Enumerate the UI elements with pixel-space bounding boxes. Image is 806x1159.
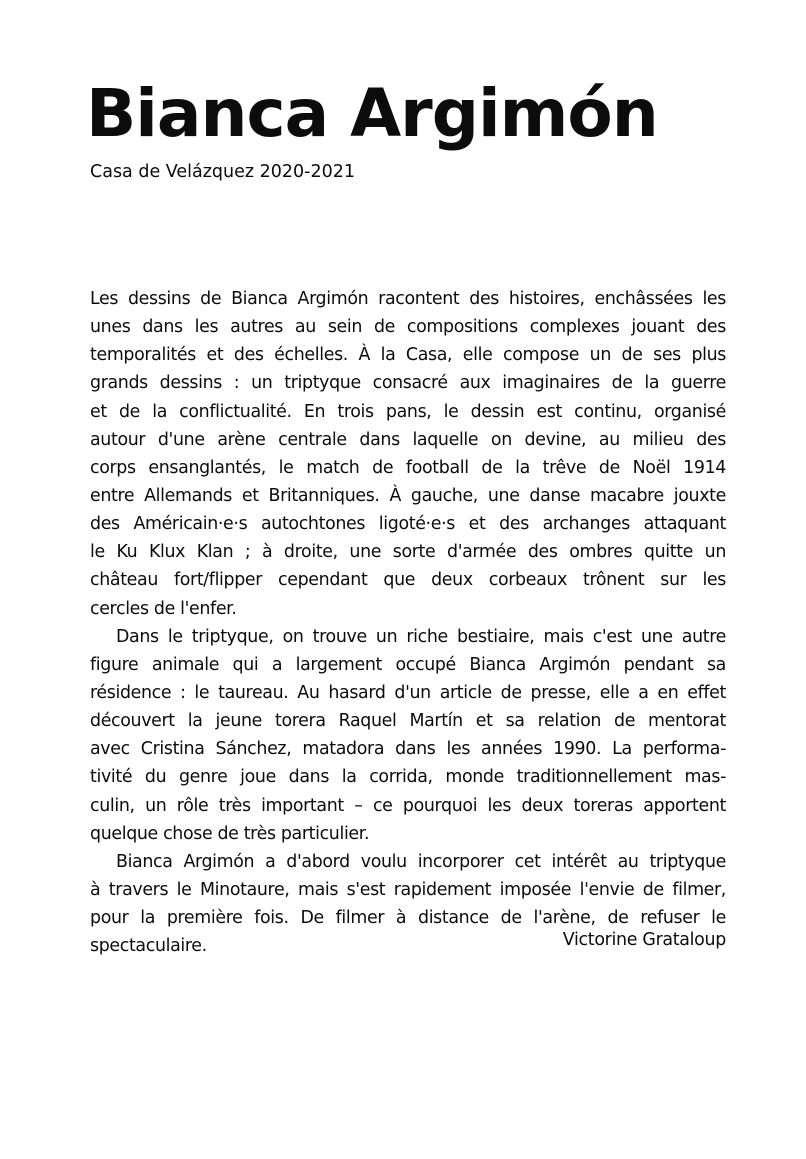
text-line: pour la première fois. De filmer à distance de l'arène, de refuser le <box>90 908 726 929</box>
text-line: culin, un rôle très important – ce pourquoi les deux toreras apportent <box>90 795 726 816</box>
text-line: figure animale qui a largement occupé Bianca Argimón pendant sa <box>90 654 726 675</box>
text-line: des Américain·e·s autochtones ligoté·e·s et des archanges attaquant <box>90 514 726 535</box>
text-line: quelque chose de très particulier. <box>90 823 370 844</box>
text-line: spectaculaire. <box>90 936 207 957</box>
text-line: autour d'une arène centrale dans laquelle on devine, au milieu des <box>90 429 726 450</box>
text-line: unes dans les autres au sein de compositions complexes jouant des <box>90 317 726 338</box>
text-line: le Ku Klux Klan ; à droite, une sorte d'armée des ombres quitte un <box>90 542 726 563</box>
text-line: découvert la jeune torera Raquel Martín et sa relation de mentorat <box>90 711 726 732</box>
text-line: château fort/flipper cependant que deux corbeaux trônent sur les <box>90 570 726 591</box>
page-subtitle: Casa de Velázquez 2020-2021 <box>90 162 356 182</box>
paragraph-2 <box>90 623 726 848</box>
text-line: grands dessins : un triptyque consacré aux imaginaires de la guerre <box>90 373 726 394</box>
author-signature: Victorine Grataloup <box>562 930 726 950</box>
text-line: à travers le Minotaure, mais s'est rapidement imposée l'envie de filmer, <box>90 879 726 900</box>
text-line: Dans le triptyque, on trouve un riche bestiaire, mais c'est une autre <box>116 626 726 647</box>
article-body <box>90 285 726 960</box>
text-line: entre Allemands et Britanniques. À gauche, une danse macabre jouxte <box>90 485 726 506</box>
text-line: avec Cristina Sánchez, matadora dans les années 1990. La performa- <box>90 739 726 760</box>
text-line: temporalités et des échelles. À la Casa, elle compose un de ses plus <box>90 345 726 366</box>
text-line: Les dessins de Bianca Argimón racontent des histoires, enchâssées les <box>90 289 726 309</box>
text-line: corps ensanglantés, le match de football de la trêve de Noël 1914 <box>90 457 726 478</box>
text-line: tivité du genre joue dans la corrida, monde traditionnellement mas- <box>90 767 726 788</box>
paragraph-1 <box>90 285 726 623</box>
text-line: résidence : le taureau. Au hasard d'un article de presse, elle a en effet <box>90 682 726 703</box>
text-line: Bianca Argimón a d'abord voulu incorporer cet intérêt au triptyque <box>116 851 726 872</box>
text-line: et de la conflictualité. En trois pans, le dessin est continu, organisé <box>90 401 726 422</box>
text-line: cercles de l'enfer. <box>90 598 237 619</box>
page-title: Bianca Argimón <box>86 75 658 152</box>
